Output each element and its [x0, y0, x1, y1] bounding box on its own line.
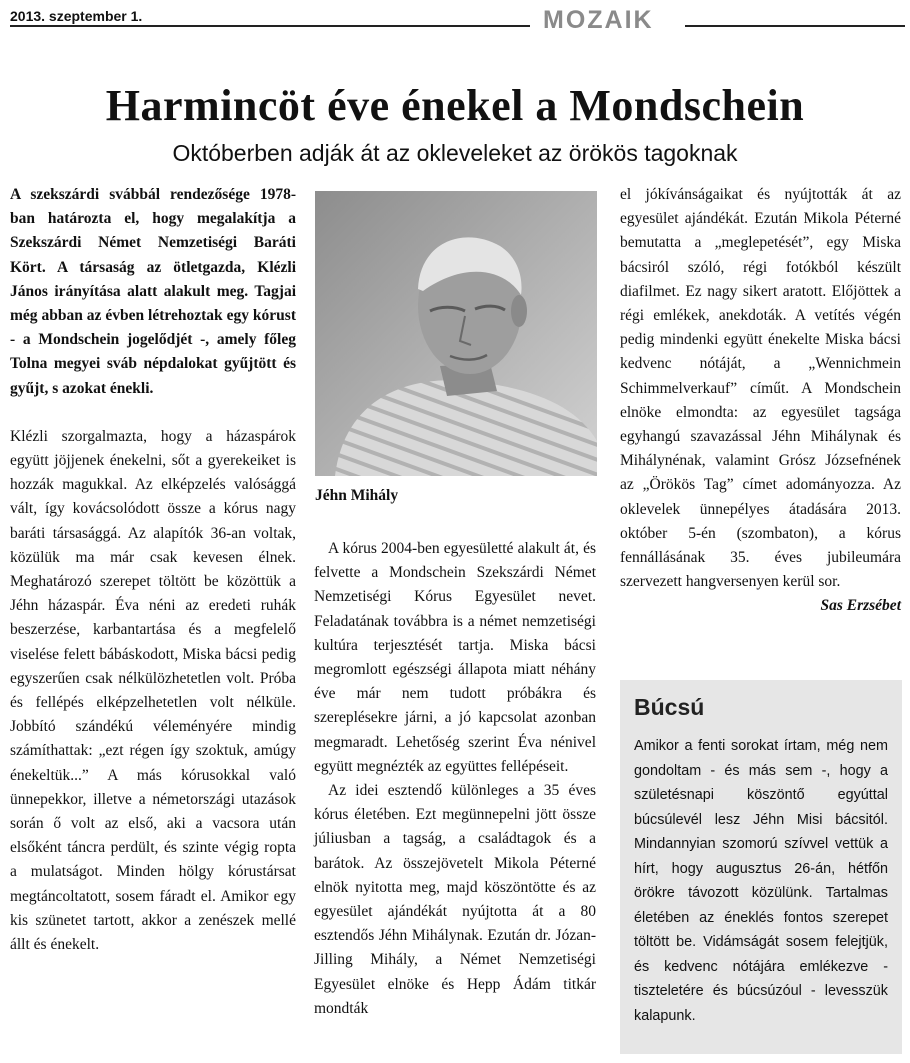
portrait-image — [315, 191, 597, 476]
article-subheadline: Októberben adják át az okleveleket az örökös tagoknak — [172, 140, 738, 166]
photo-caption: Jéhn Mihály — [315, 487, 399, 504]
article-lead: A szekszárdi svábbál rendezősége 1978-ban határozta el, hogy megalakítja a Szekszárdi Német Nemzetiségi Baráti Kört. A társaság az ötletgazda, Klézli János irányítása alatt alakult meg. Tagjai még abban az évben létrehoztak egy kórust - a Mondschein jogelődjét -, amely főleg Tolna megyei sváb népdalokat gyűjtött és gyűjt, s azokat énekli. — [10, 186, 296, 397]
portrait-photo — [315, 191, 597, 476]
article-paragraph: Az idei esztendő különleges a 35 éves kórus életében. Ezt megünnepelni jött össze júliusban a tagság, a családtagok és a barátok. Az összejövetelt Mikola Péterné elnök nyitotta meg, majd köszöntötte és az egyesület ajándékát nyújtotta át a 80 esztendős Jéhn Mihálynak. Ezután dr. Józan-Jilling Mihály, a Német Nemzetiségi Egyesület elnöke és Hepp Ádám titkár mondták — [314, 782, 596, 1017]
article-paragraph: Klézli szorgalmazta, hogy a házaspárok együtt jöjjenek énekelni, sőt a gyerekeiket is hozzák magukkal. Az elképzelés valósággá vált, így kovácsolódott össze a kórus nagy baráti társasággá. Az alapítók 36-an voltak, közülük ma már csak kevesen élnek. Meghatározó szerepet töltött be közöttük a Jéhn házaspár. Éva néni az eredeti ruhák beszerzése, karbantartása és a megfelelő viselése felett bábáskodott, Miska bácsi pedig egyszerűen csak nélkülözhetetlen volt. Próba és fellépés elképzelhetetlen volt nélküle. Jobbító szándékú véleményére mindig számíthattak: „ezt régen így szoktuk, amúgy énekeltük...” A más kórusokkal való ünnepekkor, illetve a németországi utazások során ő volt az első, aki a vacsora után elsőként táncra perdült, és szinte végig ropta a mulatságot. Minden hölgy kórustársat megtáncoltatott, sosem fáradt el. Amikor egy kis szünetet tartott, akkor a zenészek mellé állt és énekelt. — [10, 427, 296, 954]
header-rule-left — [10, 25, 530, 27]
article-paragraph — [620, 183, 901, 615]
article-headline: Harmincöt éve énekel a Mondschein — [105, 81, 805, 130]
column-left — [10, 183, 296, 957]
article-paragraph-text: el jókívánságaikat és nyújtották át az egyesület ajándékát. Ezután Mikola Péterné bemutatta a „meglepetését”, egy Miska bácsiról szóló, régi fotókból készült diafilmet. Ez nagy sikert aratott. Előjöttek a régi emlékek, anekdoták. A vetítés végén pedig mindenki együtt énekelte Miska bácsi kedvenc nótáját, a „Wennichmein Schimmelverkauf” címűt. A Mondschein elnöke elmondta: az egyesület tagsága egyhangú szavazással Jéhn Mihálynak és Mihálynénak, valamint Grósz Józsefnének az „Örökös Tag” címet adományozza. Az oklevelek ünnepélyes átadására 2013. október 5-én (szombaton), a kórus fennállásának 35. éves jubileumára szervezett hangversenyen kerül sor. — [620, 186, 901, 591]
issue-date: 2013. szeptember 1. — [10, 8, 143, 24]
header-rule-right — [685, 25, 905, 27]
farewell-text: Amikor a fenti sorokat írtam, még nem gondoltam - és más sem -, hogy a születésnapi köszöntő egyúttal búcsúlevél lesz Jéhn Misi bácsitól. Mindannyian szomorú szívvel vettük a hírt, hogy augusztus 26-án, hétfőn örökre távozott közülünk. Tartalmas életében az éneklés fontos szerepet töltött be. Vidámságát sosem felejtjük, és kedvenc nótájára emlékezve - tiszteletére és búcsúzóul - levesszük kalapunk. — [634, 738, 888, 1024]
column-right — [620, 183, 901, 619]
farewell-box — [620, 680, 902, 1054]
column-middle — [314, 537, 596, 1021]
farewell-title: Búcsú — [634, 694, 705, 720]
article-paragraph: A kórus 2004-ben egyesületté alakult át, és felvette a Mondschein Szekszárdi Német Nemzetiségi Kórus Egyesület nevet. Feladatának továbbra is a német nemzetiségi kultúra terjesztését tartja. Miska bácsi megromlott egészségi állapota miatt néhány éve már nem tudott próbákra és szereplésekre járni, a jó kapcsolat azonban megmaradt. Lehetőség szerint Éva nénivel együtt megnézték az együttes fellépéseit. — [314, 540, 596, 775]
author-signature: Sas Erzsébet — [820, 597, 901, 615]
page-header — [0, 0, 910, 44]
section-name: MOZAIK — [543, 6, 654, 34]
